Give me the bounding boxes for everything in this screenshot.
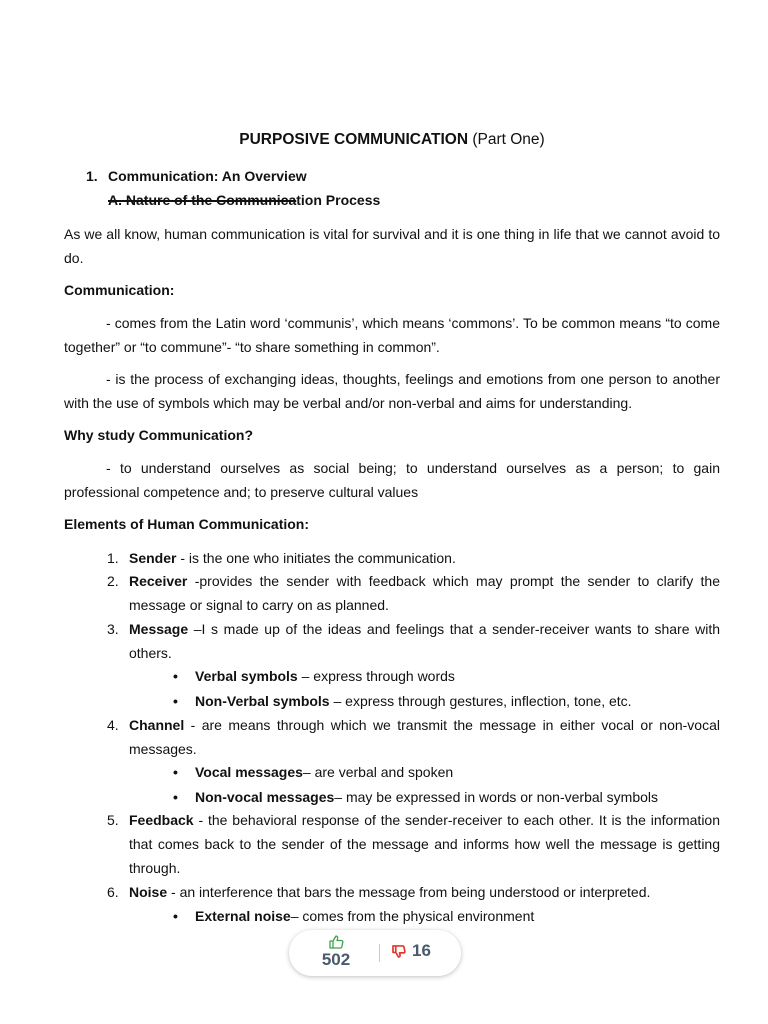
- bullet-term: External noise: [195, 908, 291, 924]
- subsection-title: [108, 188, 380, 212]
- list-item-number: 2.: [107, 573, 119, 589]
- list-item-text: –I s made up of the ideas and feelings that a sender-receiver wants to share with others.: [129, 621, 720, 661]
- bullet-term: Non-Verbal symbols: [195, 693, 330, 709]
- downvote-count: 16: [412, 941, 431, 960]
- bullet-item: [173, 664, 455, 688]
- elements-heading: Elements of Human Communication:: [64, 516, 310, 532]
- bullet-text: – express through gestures, inflection, tone, etc.: [329, 693, 632, 709]
- list-item-number: 1.: [107, 550, 119, 566]
- list-item-text: - is the one who initiates the communication.: [176, 550, 456, 566]
- list-item-text: - the behavioral response of the sender-receiver to each other. It is the information that comes back to the sender of the message and informs how well the message is getting through.: [129, 812, 720, 876]
- list-item-text: - are means through which we transmit the message in either vocal or non-vocal messages.: [129, 717, 720, 757]
- bullet-item: [173, 785, 658, 809]
- upvote-button[interactable]: [311, 932, 361, 970]
- list-item: [107, 569, 720, 617]
- title-bold: PURPOSIVE COMMUNICATION: [239, 131, 469, 148]
- bullet-text: – express through words: [297, 668, 455, 684]
- communication-definition-2-text: - is the process of exchanging ideas, thoughts, feelings and emotions from one person to another with the use of symbols which may be verbal and/or non-verbal and aims for understanding.: [64, 371, 720, 411]
- vote-separator: [379, 944, 380, 962]
- list-item-term: Receiver: [129, 573, 188, 589]
- subsection-struck: A. Nature of the Communica: [108, 192, 297, 208]
- list-item-number: 3.: [107, 621, 119, 637]
- bullet-text: – are verbal and spoken: [302, 764, 454, 780]
- communication-definition-2: [64, 367, 720, 415]
- bullet-point: •: [173, 668, 178, 684]
- thumbs-up-icon: [329, 935, 344, 949]
- why-heading: Why study Communication?: [64, 427, 253, 443]
- why-paragraph-text: - to understand ourselves as social being; to understand ourselves as a person; to gain professional competence and; to preserve cultural values: [64, 460, 720, 500]
- list-item-term: Noise: [129, 884, 168, 900]
- bullet-point: •: [173, 908, 178, 924]
- document-title: [0, 131, 768, 149]
- intro-paragraph: As we all know, human communication is vital for survival and it is one thing in life that we cannot avoid to do.: [64, 226, 720, 266]
- communication-definition-1: [64, 311, 720, 359]
- list-item: [107, 617, 720, 665]
- bullet-term: Non-vocal messages: [195, 789, 335, 805]
- section-number: 1.: [86, 168, 98, 184]
- downvote-button[interactable]: [392, 941, 431, 961]
- vote-widget: [289, 930, 461, 976]
- thumbs-down-icon: [392, 945, 406, 958]
- bullet-text: – comes from the physical environment: [290, 908, 535, 924]
- list-item-term: Sender: [129, 550, 177, 566]
- why-paragraph: [64, 456, 720, 504]
- communication-heading: Communication:: [64, 282, 175, 298]
- bullet-item: [173, 904, 534, 928]
- list-item-number: 4.: [107, 717, 119, 733]
- list-item-term: Feedback: [129, 812, 194, 828]
- list-item: [107, 880, 720, 904]
- bullet-text: – may be expressed in words or non-verbal symbols: [334, 789, 658, 805]
- list-item-text: - an interference that bars the message from being understood or interpreted.: [167, 884, 651, 900]
- list-item: [107, 546, 720, 570]
- bullet-term: Verbal symbols: [195, 668, 298, 684]
- bullet-item: [173, 689, 632, 713]
- bullet-point: •: [173, 789, 178, 805]
- bullet-point: •: [173, 693, 178, 709]
- list-item-text: -provides the sender with feedback which may prompt the sender to clarify the message or signal to carry on as planned.: [129, 573, 720, 613]
- list-item: [107, 713, 720, 761]
- bullet-item: [173, 760, 453, 784]
- list-item-term: Channel: [129, 717, 185, 733]
- list-item: [107, 808, 720, 880]
- section-title: Communication: An Overview: [108, 168, 307, 184]
- upvote-count: 502: [321, 950, 351, 969]
- list-item-term: Message: [129, 621, 189, 637]
- title-rest: (Part One): [472, 131, 545, 148]
- list-item-number: 6.: [107, 884, 119, 900]
- bullet-point: •: [173, 764, 178, 780]
- communication-definition-1-text: - comes from the Latin word ‘communis’, which means ‘commons’. To be common means “to come together” or “to commune”- “to share something in common”.: [64, 315, 720, 355]
- list-item-number: 5.: [107, 812, 119, 828]
- subsection-rest: tion Process: [296, 192, 381, 208]
- bullet-term: Vocal messages: [195, 764, 303, 780]
